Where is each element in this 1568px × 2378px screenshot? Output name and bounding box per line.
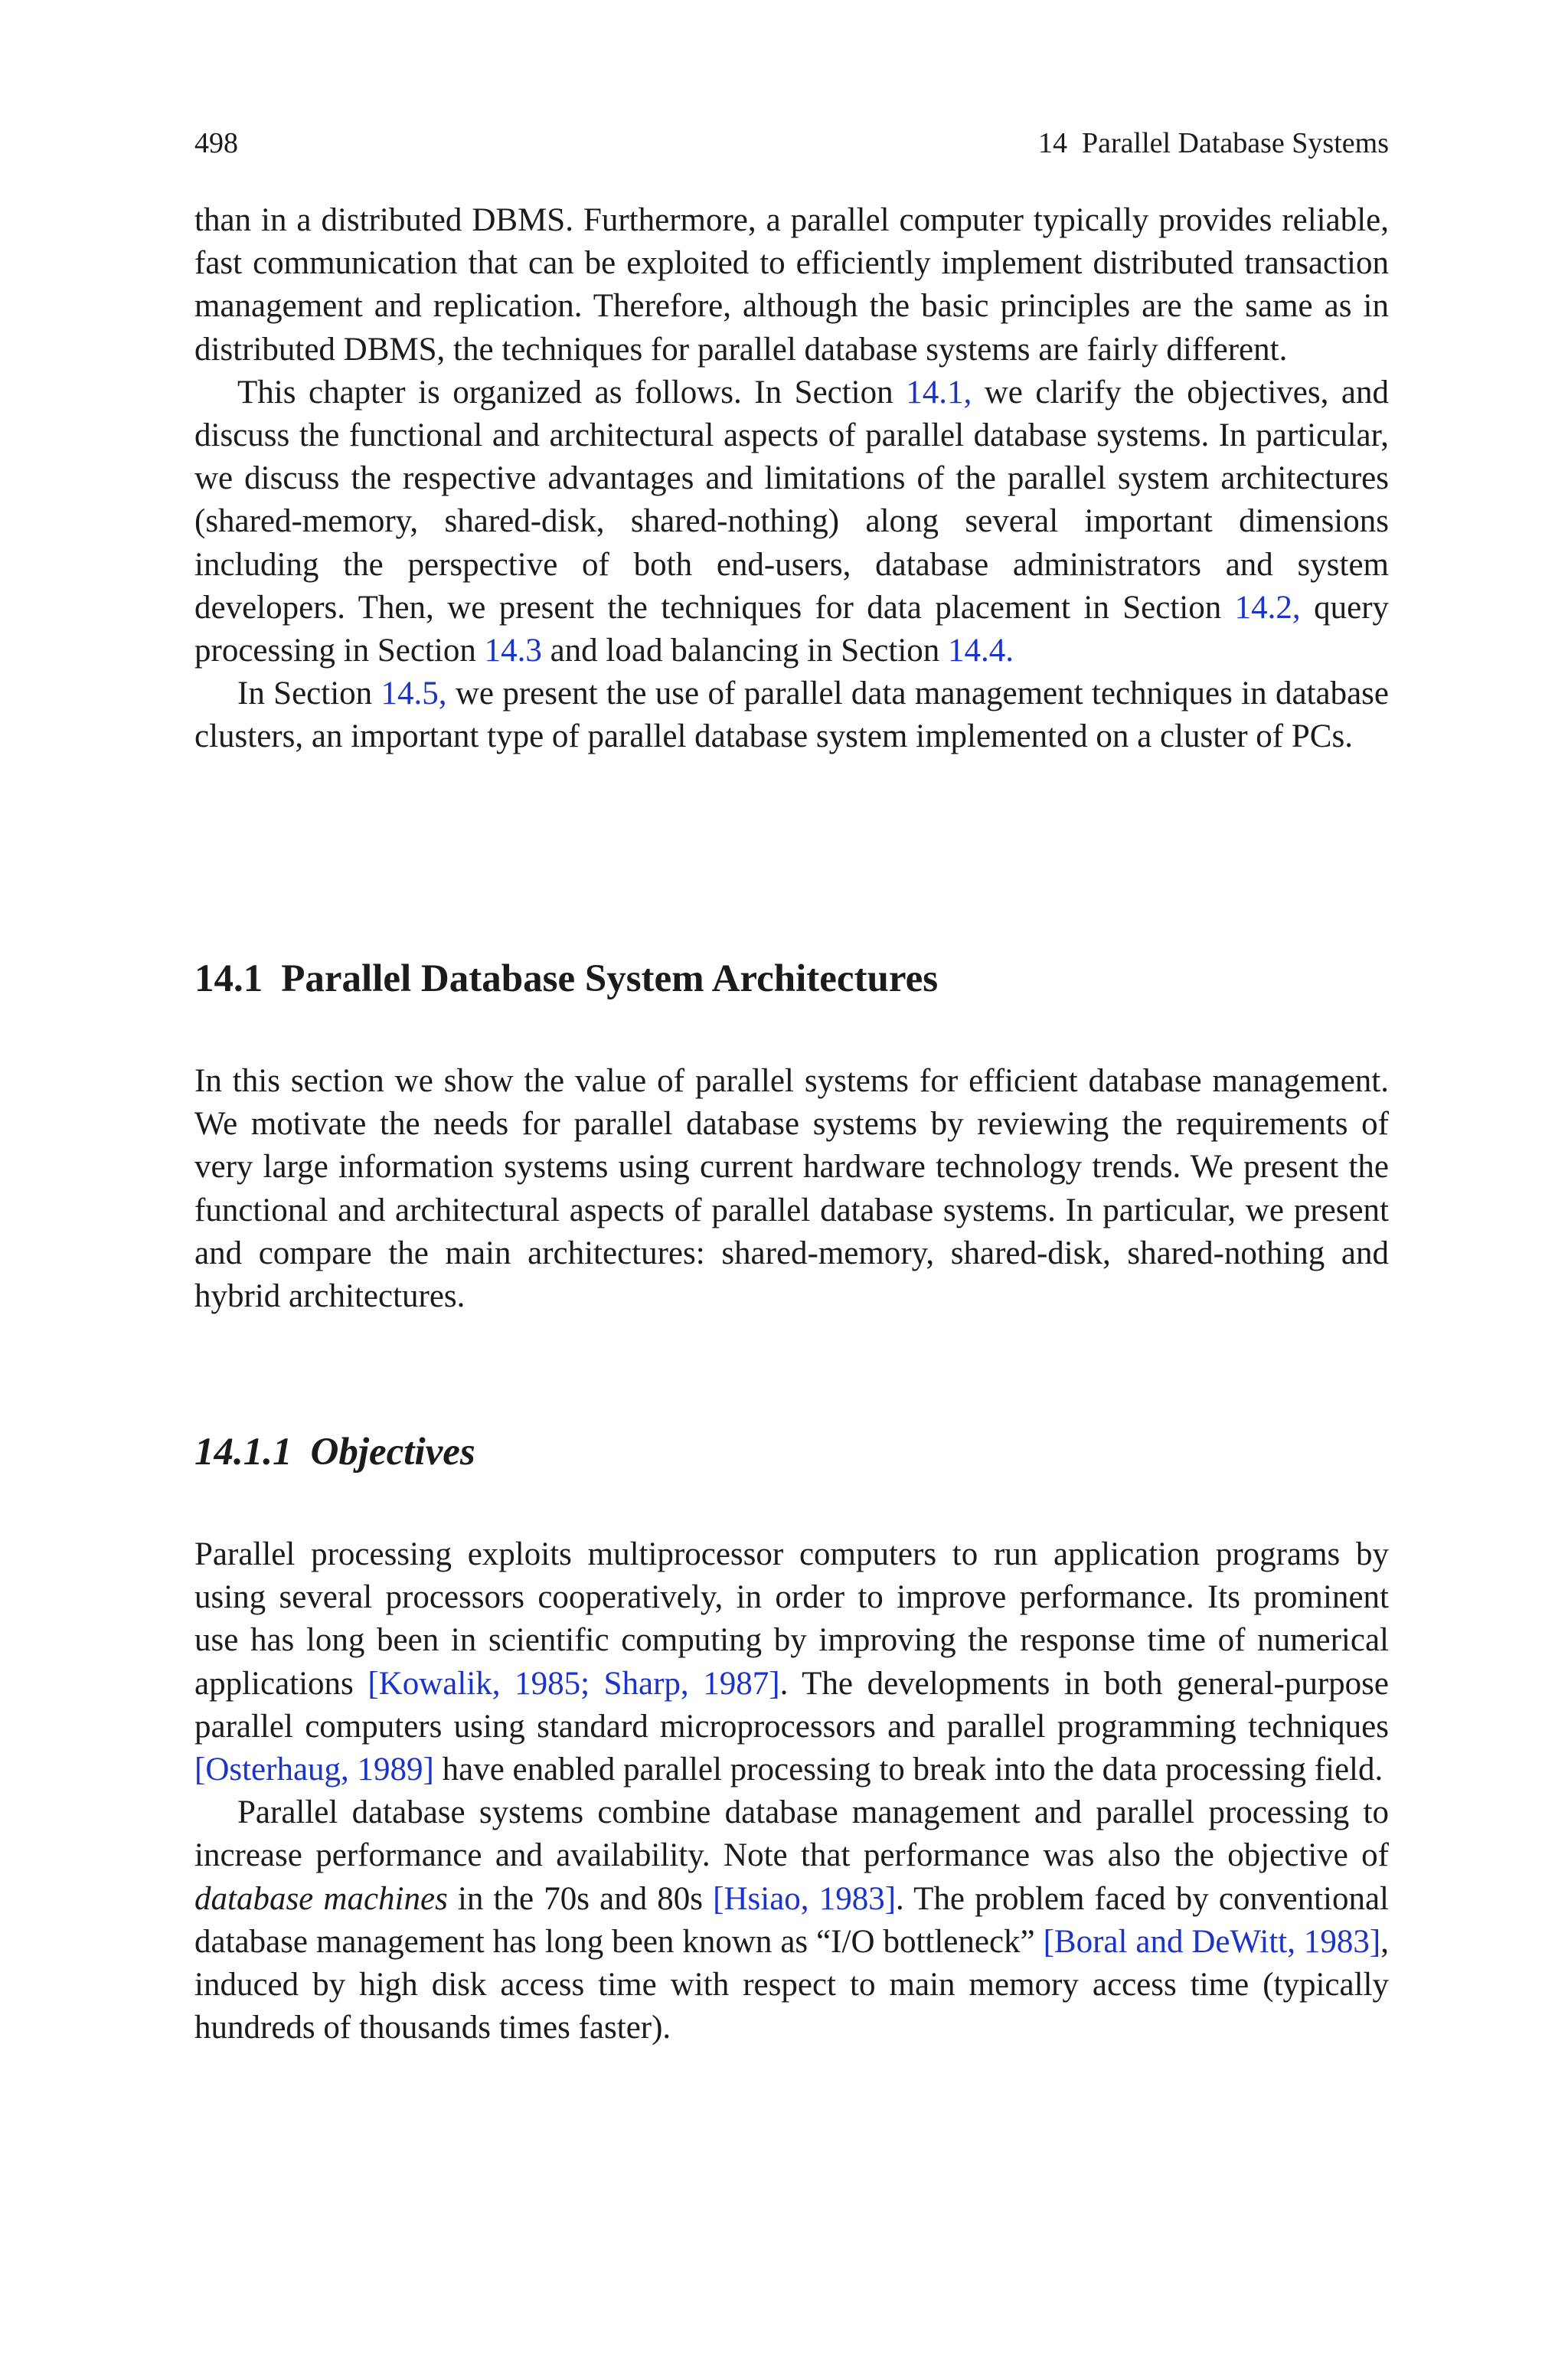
objectives-paragraph-2 xyxy=(194,1791,1389,2049)
intro-p3-text-1: In Section xyxy=(237,675,381,712)
intro-paragraph-1: than in a distributed DBMS. Furthermore, a parallel computer typically provides reliable, fast communication that can be exploited to efficiently implement distributed transaction management and replication. Therefore, although the basic principles are the same as in distributed DBMS, the techniques for parallel database systems are fairly different. xyxy=(194,202,1389,368)
section-14-1-paragraph: In this section we show the value of parallel systems for efficient database management. We motivate the needs for parallel database systems by reviewing the requirements of very large information systems using current hardware technology trends. We present the functional and architectural aspects of parallel database systems. In particular, we present and compare the main architectures: shared-memory, shared-disk, shared-nothing and hybrid architectures. xyxy=(194,1063,1389,1315)
emphasis-database-machines: database machines xyxy=(194,1880,448,1917)
section-title: Parallel Database System Architectures xyxy=(281,957,939,1000)
obj-p1-text-3: have enabled parallel processing to break into the data processing field. xyxy=(433,1752,1383,1788)
section-14-1-text xyxy=(194,1060,1389,1318)
citation-kowalik-sharp[interactable]: [Kowalik, 1985; Sharp, 1987] xyxy=(368,1665,780,1702)
section-heading xyxy=(194,956,1389,1002)
intro-p3-text-2: we present the use of parallel data management techniques in database clusters, an important type of parallel database system implemented on a cluster of PCs. xyxy=(194,675,1389,755)
page-number: 498 xyxy=(194,127,238,159)
obj-p1-text-2: . The developments in both general-purpose parallel computers using standard microprocessors and parallel programming techniques xyxy=(194,1665,1390,1745)
objectives-paragraph-1 xyxy=(194,1533,1389,1791)
intro-p2-text-3: query processing in Section xyxy=(194,589,1390,669)
intro-p2-text-2: we clarify the objectives, and discuss the functional and architectural aspects of parallel database systems. In particular, we discuss the respective advantages and limitations of the parallel system architectures (shared-memory, shared-disk, shared-nothing) along several important dimensions including the perspective of both end-users, database administrators and system developers. Then, we present the techniques for data placement in Section xyxy=(194,374,1389,626)
section-14-3-link[interactable]: 14.3 xyxy=(484,633,542,669)
objectives-text xyxy=(194,1533,1389,2049)
obj-p2-text-3: . The problem faced by conventional database management has long been known as “I/O bottleneck” xyxy=(194,1880,1390,1960)
citation-hsiao[interactable]: [Hsiao, 1983] xyxy=(713,1880,897,1917)
obj-p1-text-1: Parallel processing exploits multiprocessor computers to run application programs by using several processors cooperatively, in order to improve performance. Its prominent use has long been in scientific computing by improving the response time of numerical applications xyxy=(194,1536,1389,1702)
intro-paragraph-3 xyxy=(194,672,1389,758)
subsection-heading xyxy=(194,1429,1389,1475)
subsection-title: Objectives xyxy=(310,1431,475,1474)
citation-osterhaug[interactable]: [Osterhaug, 1989] xyxy=(194,1752,434,1788)
section-14-2-link[interactable]: 14.2, xyxy=(1234,589,1301,626)
section-number: 14.1 xyxy=(194,957,263,1000)
intro-p2-text-4: and load balancing in Section xyxy=(541,633,949,669)
intro-p2-text-1: This chapter is organized as follows. In Section xyxy=(237,374,906,411)
obj-p2-text-1: Parallel database systems combine database management and parallel processing to increase performance and availability. Note that performance was also the objective of xyxy=(194,1794,1389,1874)
intro-paragraph-2 xyxy=(194,371,1389,672)
running-head xyxy=(194,126,1389,161)
intro-text xyxy=(194,199,1389,759)
obj-p2-text-2: in the 70s and 80s xyxy=(447,1880,714,1917)
section-14-5-link[interactable]: 14.5, xyxy=(381,675,447,712)
section-14-4-link[interactable]: 14.4. xyxy=(948,633,1014,669)
running-chapter-title: 14 Parallel Database Systems xyxy=(1037,127,1389,159)
section-14-1-link[interactable]: 14.1, xyxy=(906,374,972,411)
obj-p2-text-4: , induced by high disk access time with respect to main memory access time (typically hundreds of thousands times faster). xyxy=(194,1923,1389,2046)
subsection-number: 14.1.1 xyxy=(194,1431,292,1474)
citation-boral-dewitt[interactable]: [Boral and DeWitt, 1983] xyxy=(1043,1923,1381,1960)
